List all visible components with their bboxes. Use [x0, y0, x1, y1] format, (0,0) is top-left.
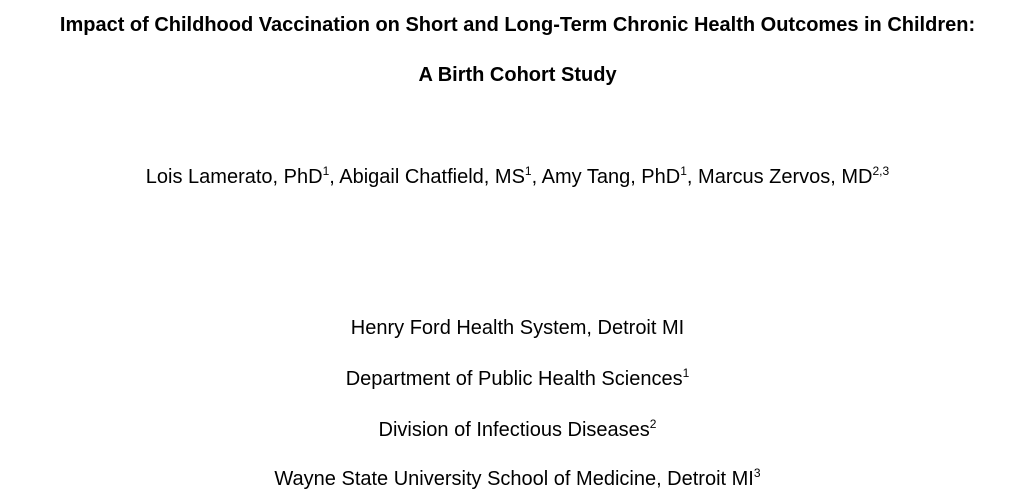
- affiliation-department: [0, 367, 1035, 391]
- author-affiliation-marker: 2,3: [872, 164, 890, 178]
- author-separator: ,: [686, 166, 699, 188]
- affiliation-text: Henry Ford Health System, Detroit MI: [350, 317, 685, 339]
- author-separator: ,: [329, 166, 340, 188]
- author-list: [0, 165, 1035, 189]
- author-affiliation-marker: 1: [680, 164, 687, 178]
- author-name: Marcus Zervos, MD: [698, 166, 873, 188]
- author-name: Amy Tang, PhD: [541, 166, 681, 188]
- paper-title-line-2: A Birth Cohort Study: [418, 64, 617, 86]
- affiliation-marker: 3: [753, 466, 761, 480]
- affiliation-division: [0, 418, 1035, 442]
- author-name: Abigail Chatfield, MS: [339, 166, 525, 188]
- paper-title-line-1: Impact of Childhood Vaccination on Short and Long-Term Chronic Health Outcomes in Children:: [59, 14, 976, 36]
- affiliation-text: Department of Public Health Sciences: [345, 368, 683, 390]
- affiliation-text: Division of Infectious Diseases: [378, 419, 650, 441]
- affiliation-marker: 2: [649, 417, 657, 431]
- affiliation-marker: 1: [682, 366, 690, 380]
- author-affiliation-marker: 1: [322, 164, 330, 178]
- author-affiliation-marker: 1: [524, 164, 532, 178]
- affiliation-institution: [0, 316, 1035, 340]
- affiliation-university: [0, 467, 1035, 491]
- author-separator: ,: [531, 166, 542, 188]
- affiliation-text: Wayne State University School of Medicine, Detroit MI: [274, 468, 754, 490]
- author-name: Lois Lamerato, PhD: [145, 166, 323, 188]
